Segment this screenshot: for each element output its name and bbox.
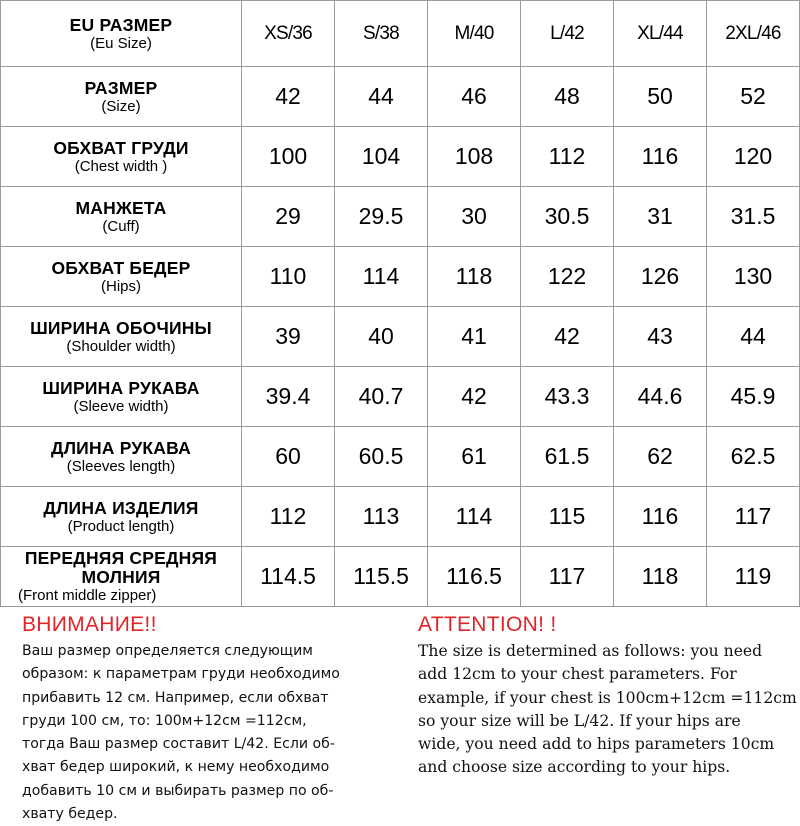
value-cell: 110	[242, 247, 335, 307]
row-label-cell	[1, 367, 242, 427]
value-cell: 39.4	[242, 367, 335, 427]
row-label-ru: РАЗМЕР	[84, 77, 158, 98]
value-cell: 48	[521, 67, 614, 127]
table-row	[1, 127, 800, 187]
row-label-en: (Cuff)	[102, 217, 140, 235]
header-row	[1, 1, 800, 67]
note-en-title: ATTENTION! !	[418, 613, 557, 636]
value-cell: 112	[521, 127, 614, 187]
value-cell: 46	[428, 67, 521, 127]
row-label-cell	[1, 307, 242, 367]
value-cell: 62.5	[707, 427, 800, 487]
row-label-en: (Shoulder width)	[66, 337, 176, 355]
row-label-ru: ПЕРЕДНЯЯ СРЕДНЯЯ МОЛНИЯ	[24, 548, 218, 587]
row-label-en: (Chest width )	[74, 157, 168, 175]
table-row	[1, 247, 800, 307]
value-cell: 115.5	[335, 547, 428, 607]
value-cell: 62	[614, 427, 707, 487]
value-cell: 43	[614, 307, 707, 367]
value-cell: 118	[428, 247, 521, 307]
value-cell: 61.5	[521, 427, 614, 487]
size-header-m: M/40	[428, 1, 521, 67]
row-label-ru: ОБХВАТ ГРУДИ	[53, 137, 189, 158]
size-chart-body	[1, 1, 800, 607]
value-cell: 60.5	[335, 427, 428, 487]
value-cell: 44.6	[614, 367, 707, 427]
row-label-cell	[1, 67, 242, 127]
value-cell: 119	[707, 547, 800, 607]
row-label-cell	[1, 187, 242, 247]
table-row	[1, 487, 800, 547]
value-cell: 130	[707, 247, 800, 307]
value-cell: 29.5	[335, 187, 428, 247]
row-label-ru: ОБХВАТ БЕДЕР	[51, 257, 191, 278]
value-cell: 114.5	[242, 547, 335, 607]
notes-section	[0, 606, 800, 823]
value-cell: 115	[521, 487, 614, 547]
row-label-en: (Sleeves length)	[66, 457, 176, 475]
row-label-en: (Product length)	[67, 517, 175, 535]
value-cell: 100	[242, 127, 335, 187]
value-cell: 29	[242, 187, 335, 247]
table-row	[1, 187, 800, 247]
note-en-body: The size is determined as follows: you need add 12cm to your chest parameters. For example, if your chest is 100cm+12cm =112cm so your size will be L/42. If your hips are wide, you need add to hips parameters 10cm and choose size according to your hips.	[418, 642, 797, 777]
row-label-en: (Hips)	[101, 277, 141, 295]
value-cell: 40	[335, 307, 428, 367]
value-cell: 42	[242, 67, 335, 127]
table-row	[1, 307, 800, 367]
value-cell: 120	[707, 127, 800, 187]
row-label-cell	[1, 127, 242, 187]
table-row	[1, 367, 800, 427]
row-label-en: (Sleeve width)	[73, 397, 169, 415]
size-header-l: L/42	[521, 1, 614, 67]
note-ru-title: ВНИМАНИЕ!!	[22, 613, 157, 636]
table-row	[1, 547, 800, 607]
row-label-ru: ДЛИНА ИЗДЕЛИЯ	[43, 497, 199, 518]
value-cell: 44	[335, 67, 428, 127]
size-header-s: S/38	[335, 1, 428, 67]
value-cell: 122	[521, 247, 614, 307]
value-cell: 61	[428, 427, 521, 487]
value-cell: 112	[242, 487, 335, 547]
value-cell: 114	[428, 487, 521, 547]
value-cell: 42	[521, 307, 614, 367]
row-label-cell	[1, 487, 242, 547]
value-cell: 45.9	[707, 367, 800, 427]
value-cell: 31.5	[707, 187, 800, 247]
note-english	[418, 610, 798, 780]
value-cell: 39	[242, 307, 335, 367]
value-cell: 50	[614, 67, 707, 127]
value-cell: 104	[335, 127, 428, 187]
value-cell: 30.5	[521, 187, 614, 247]
row-label-en: (Front middle zipper)	[18, 587, 157, 604]
header-label-en: (Eu Size)	[90, 34, 152, 52]
size-header-xs: XS/36	[242, 1, 335, 67]
value-cell: 116	[614, 487, 707, 547]
value-cell: 30	[428, 187, 521, 247]
value-cell: 44	[707, 307, 800, 367]
value-cell: 113	[335, 487, 428, 547]
value-cell: 40.7	[335, 367, 428, 427]
value-cell: 108	[428, 127, 521, 187]
value-cell: 116	[614, 127, 707, 187]
row-label-ru: МАНЖЕТА	[75, 197, 167, 218]
row-label-cell	[1, 547, 242, 607]
value-cell: 42	[428, 367, 521, 427]
value-cell: 116.5	[428, 547, 521, 607]
note-ru-body: Ваш размер определяется следующим образом: к параметрам груди необходимо прибавить 12 см. Например, если обхват груди 100 см, то: 100м+12см =112см, тогда Ваш размер составит L/42. Если об- хват бедер широкий, к нему необходимо добавить 10 см и выбирать размер по об- хвату бедер.	[22, 643, 340, 823]
value-cell: 114	[335, 247, 428, 307]
value-cell: 43.3	[521, 367, 614, 427]
note-russian	[22, 610, 414, 826]
size-header-2xl: 2XL/46	[707, 1, 800, 67]
value-cell: 117	[707, 487, 800, 547]
value-cell: 117	[521, 547, 614, 607]
row-label-en: (Size)	[101, 97, 141, 115]
table-row	[1, 67, 800, 127]
size-header-xl: XL/44	[614, 1, 707, 67]
value-cell: 41	[428, 307, 521, 367]
table-row	[1, 427, 800, 487]
row-label-ru: ДЛИНА РУКАВА	[51, 437, 191, 458]
row-label-ru: ШИРИНА РУКАВА	[42, 377, 200, 398]
value-cell: 118	[614, 547, 707, 607]
value-cell: 60	[242, 427, 335, 487]
row-label-cell	[1, 247, 242, 307]
header-label-ru: EU РАЗМЕР	[69, 14, 173, 35]
value-cell: 31	[614, 187, 707, 247]
row-label-ru: ШИРИНА ОБОЧИНЫ	[30, 317, 212, 338]
value-cell: 52	[707, 67, 800, 127]
header-label-cell	[1, 1, 242, 67]
value-cell: 126	[614, 247, 707, 307]
row-label-cell	[1, 427, 242, 487]
